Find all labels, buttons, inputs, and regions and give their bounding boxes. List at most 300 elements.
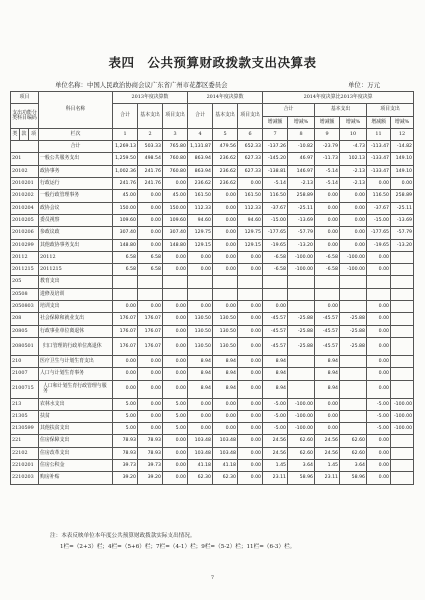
cell-value: 176.07 bbox=[138, 325, 163, 337]
header-lei: 类 bbox=[11, 128, 20, 140]
function-code: 221 bbox=[11, 435, 39, 447]
cell-value: 24.56 bbox=[263, 447, 288, 459]
cell-value bbox=[391, 368, 414, 380]
header-cmp-total: 合计 bbox=[263, 104, 315, 116]
page-title: 表四 公共预算财政拨款支出决算表 bbox=[108, 55, 317, 70]
cell-value: 0.00 bbox=[188, 398, 213, 410]
cell-value: 129.15 bbox=[188, 239, 213, 251]
subject-name: 政协事务 bbox=[39, 165, 113, 177]
cell-value: -45.57 bbox=[315, 337, 340, 355]
cell-value: -45.57 bbox=[263, 325, 288, 337]
cell-value: 0.00 bbox=[138, 398, 163, 410]
cell-value: 103.48 bbox=[188, 435, 213, 447]
cell-value: -100.00 bbox=[391, 410, 414, 422]
cell-value: -25.88 bbox=[288, 325, 315, 337]
cell-value: -13.20 bbox=[391, 239, 414, 251]
total-value: -14.82 bbox=[391, 141, 414, 153]
cell-value: 0.00 bbox=[188, 423, 213, 435]
header-cmp-project-amt: 增减额 bbox=[367, 116, 391, 128]
table-row bbox=[11, 368, 414, 380]
header-cmp-total-amt: 增减额 bbox=[263, 116, 288, 128]
cell-value: 0.00 bbox=[213, 202, 238, 214]
function-code: 21305 bbox=[11, 410, 39, 422]
cell-value bbox=[340, 355, 367, 367]
cell-value bbox=[263, 276, 288, 288]
cell-value: 0.00 bbox=[213, 398, 238, 410]
cell-value: 0.00 bbox=[138, 227, 163, 239]
cell-value bbox=[391, 435, 414, 447]
cell-value: 8.94 bbox=[263, 368, 288, 380]
total-value: -137.26 bbox=[263, 141, 288, 153]
cell-value: 5.00 bbox=[113, 398, 138, 410]
cell-value: 112.33 bbox=[188, 202, 213, 214]
cell-value: -25.88 bbox=[288, 337, 315, 355]
function-code: 2010202 bbox=[11, 190, 39, 202]
header-project-2014: 项目支出 bbox=[238, 104, 263, 129]
function-code: 2130599 bbox=[11, 423, 39, 435]
cell-value: 0.00 bbox=[213, 227, 238, 239]
cell-value: -100.00 bbox=[391, 423, 414, 435]
cell-value bbox=[391, 447, 414, 459]
cell-value: 8.94 bbox=[315, 355, 340, 367]
column-number: 7 bbox=[263, 128, 288, 140]
cell-value: -100.00 bbox=[288, 423, 315, 435]
cell-value: -25.11 bbox=[288, 202, 315, 214]
table-row bbox=[11, 276, 414, 288]
cell-value: 0.00 bbox=[367, 264, 391, 276]
cell-value: 109.60 bbox=[163, 214, 188, 226]
cell-value: 0.00 bbox=[238, 337, 263, 355]
table-row bbox=[11, 214, 414, 226]
cell-value: 0.00 bbox=[238, 313, 263, 325]
cell-value: 39.73 bbox=[138, 460, 163, 472]
cell-value bbox=[340, 398, 367, 410]
cell-value: 498.54 bbox=[138, 153, 163, 165]
total-value: 652.33 bbox=[238, 141, 263, 153]
cell-value: -2.13 bbox=[340, 165, 367, 177]
cell-value: 236.62 bbox=[213, 153, 238, 165]
cell-value: 62.60 bbox=[288, 435, 315, 447]
function-code: 21007 bbox=[11, 368, 39, 380]
cell-value: -5.00 bbox=[367, 398, 391, 410]
cell-value: 236.62 bbox=[213, 165, 238, 177]
cell-value: -45.57 bbox=[263, 337, 288, 355]
cell-value: -100.00 bbox=[391, 398, 414, 410]
cell-value: 0.00 bbox=[315, 410, 340, 422]
cell-value: 0.00 bbox=[188, 410, 213, 422]
cell-value bbox=[138, 288, 163, 300]
cell-value: -100.00 bbox=[340, 264, 367, 276]
cell-value: -25.88 bbox=[340, 325, 367, 337]
cell-value: 176.07 bbox=[138, 337, 163, 355]
cell-value bbox=[391, 472, 414, 484]
header-project-2013: 项目支出 bbox=[163, 104, 188, 129]
cell-value bbox=[391, 264, 414, 276]
cell-value bbox=[367, 288, 391, 300]
cell-value: 0.00 bbox=[138, 380, 163, 398]
subject-name: 20112 bbox=[39, 251, 113, 263]
header-total-2013: 合计 bbox=[113, 104, 138, 129]
function-code: 2010205 bbox=[11, 214, 39, 226]
cell-value: 8.94 bbox=[315, 368, 340, 380]
function-code: 2050803 bbox=[11, 301, 39, 313]
cell-value: 78.93 bbox=[138, 435, 163, 447]
cell-value: 0.00 bbox=[163, 447, 188, 459]
cell-value: 102.13 bbox=[340, 153, 367, 165]
cell-value: 5.00 bbox=[113, 410, 138, 422]
column-number: 8 bbox=[288, 128, 315, 140]
cell-value bbox=[163, 288, 188, 300]
subject-name: 农林水支出 bbox=[39, 398, 113, 410]
cell-value: -45.57 bbox=[315, 313, 340, 325]
cell-value bbox=[288, 301, 315, 313]
cell-value: 0.00 bbox=[138, 355, 163, 367]
column-number: 9 bbox=[315, 128, 340, 140]
cell-value bbox=[391, 337, 414, 355]
cell-value bbox=[340, 288, 367, 300]
column-number: 12 bbox=[391, 128, 414, 140]
cell-value: 94.60 bbox=[238, 214, 263, 226]
cell-value: -25.88 bbox=[340, 337, 367, 355]
total-value: -113.47 bbox=[367, 141, 391, 153]
cell-value: 258.89 bbox=[288, 190, 315, 202]
cell-value: 109.60 bbox=[113, 214, 138, 226]
cell-value: 23.11 bbox=[315, 472, 340, 484]
column-number: 5 bbox=[213, 128, 238, 140]
function-code: 2210201 bbox=[11, 460, 39, 472]
cell-value: 0.00 bbox=[238, 410, 263, 422]
function-code: 201 bbox=[11, 153, 39, 165]
cell-value: 3.64 bbox=[340, 460, 367, 472]
total-label: 合计 bbox=[39, 141, 113, 153]
cell-value: 6.58 bbox=[138, 264, 163, 276]
cell-value: 0.00 bbox=[163, 472, 188, 484]
header-func-code: 支出功能分类科目编码 bbox=[11, 104, 39, 129]
cell-value: 627.33 bbox=[238, 165, 263, 177]
cell-value bbox=[391, 301, 414, 313]
cell-value: -45.57 bbox=[263, 313, 288, 325]
cell-value: 0.00 bbox=[238, 368, 263, 380]
cell-value: 863.94 bbox=[188, 153, 213, 165]
function-code: 2100715 bbox=[11, 380, 39, 398]
cell-value bbox=[391, 276, 414, 288]
cell-value: 0.00 bbox=[163, 355, 188, 367]
function-code: 20102 bbox=[11, 165, 39, 177]
cell-value: 0.00 bbox=[138, 190, 163, 202]
subject-name: 住房保障支出 bbox=[39, 435, 113, 447]
cell-value: 0.00 bbox=[340, 239, 367, 251]
cell-value: -25.88 bbox=[340, 313, 367, 325]
column-number: 3 bbox=[163, 128, 188, 140]
function-code: 2010201 bbox=[11, 178, 39, 190]
header-kuan: 款 bbox=[20, 128, 29, 140]
cell-value: 0.00 bbox=[138, 410, 163, 422]
cell-value: 176.07 bbox=[113, 337, 138, 355]
cell-value: 62.30 bbox=[188, 472, 213, 484]
cell-value: 0.00 bbox=[263, 301, 288, 313]
cell-value: 0.00 bbox=[367, 355, 391, 367]
cell-value bbox=[238, 288, 263, 300]
cell-value: 0.00 bbox=[340, 202, 367, 214]
subject-name: 教育支出 bbox=[39, 276, 113, 288]
table-row bbox=[11, 202, 414, 214]
cell-value: 0.00 bbox=[367, 460, 391, 472]
subject-name: 住房公积金 bbox=[39, 460, 113, 472]
cell-value: 62.30 bbox=[213, 472, 238, 484]
cell-value bbox=[163, 276, 188, 288]
cell-value: -177.65 bbox=[367, 227, 391, 239]
cell-value: 0.00 bbox=[238, 435, 263, 447]
cell-value bbox=[113, 288, 138, 300]
cell-value: 116.50 bbox=[263, 190, 288, 202]
column-number: 1 bbox=[113, 128, 138, 140]
cell-value bbox=[138, 276, 163, 288]
table-note: 注：本表反映单位本年度公共预算财政拨款实际支出情况。 bbox=[50, 533, 196, 539]
function-code: 2010206 bbox=[11, 227, 39, 239]
cell-value: 8.94 bbox=[213, 355, 238, 367]
cell-value: -5.00 bbox=[367, 410, 391, 422]
cell-value: 39.20 bbox=[138, 472, 163, 484]
cell-value: 8.94 bbox=[263, 380, 288, 398]
cell-value: 0.00 bbox=[238, 398, 263, 410]
cell-value: 116.50 bbox=[367, 190, 391, 202]
cell-value: -19.65 bbox=[367, 239, 391, 251]
cell-value: 0.00 bbox=[213, 214, 238, 226]
cell-value: 241.76 bbox=[113, 178, 138, 190]
cell-value: 0.00 bbox=[213, 423, 238, 435]
cell-value: 5.00 bbox=[163, 423, 188, 435]
cell-value: 6.58 bbox=[113, 264, 138, 276]
cell-value: 0.00 bbox=[188, 251, 213, 263]
cell-value: 0.00 bbox=[238, 251, 263, 263]
function-code: 20508 bbox=[11, 288, 39, 300]
cell-value: -100.00 bbox=[288, 251, 315, 263]
cell-value: 103.48 bbox=[213, 447, 238, 459]
cell-value: 78.93 bbox=[113, 447, 138, 459]
cell-value: 130.50 bbox=[188, 313, 213, 325]
cell-value: -100.00 bbox=[288, 398, 315, 410]
money-unit: 单位：万元 bbox=[348, 81, 380, 89]
subject-name: 委员视察 bbox=[39, 214, 113, 226]
cell-value: 0.00 bbox=[213, 239, 238, 251]
cell-value: 0.00 bbox=[315, 190, 340, 202]
cell-value: 0.00 bbox=[163, 178, 188, 190]
cell-value: 8.94 bbox=[188, 368, 213, 380]
cell-value: 0.00 bbox=[367, 337, 391, 355]
subject-name: 2011215 bbox=[39, 264, 113, 276]
cell-value: -100.00 bbox=[340, 251, 367, 263]
cell-value: -15.00 bbox=[263, 214, 288, 226]
cell-value: 5.00 bbox=[163, 410, 188, 422]
cell-value: 129.75 bbox=[188, 227, 213, 239]
cell-value: -100.00 bbox=[288, 264, 315, 276]
cell-value: 0.00 bbox=[238, 423, 263, 435]
cell-value: 0.00 bbox=[238, 264, 263, 276]
cell-value: -5.00 bbox=[367, 423, 391, 435]
subject-name: 人口和计划生育行政管理与服务 bbox=[39, 380, 113, 398]
table-row bbox=[11, 325, 414, 337]
header-cmp-total-pct: 增减% bbox=[288, 116, 315, 128]
function-code: 213 bbox=[11, 398, 39, 410]
cell-value: 0.00 bbox=[340, 214, 367, 226]
cell-value: -6.58 bbox=[315, 251, 340, 263]
cell-value: 6.58 bbox=[113, 251, 138, 263]
cell-value: -13.69 bbox=[391, 214, 414, 226]
cell-value: 62.60 bbox=[340, 447, 367, 459]
unit-name: 单位名称：中国人民政治协商会议广东省广州市花都区委员会 bbox=[55, 81, 228, 89]
cell-value bbox=[288, 288, 315, 300]
cell-value: 0.00 bbox=[238, 301, 263, 313]
cell-value: 0.00 bbox=[238, 178, 263, 190]
table-row bbox=[11, 165, 414, 177]
table-row bbox=[11, 472, 414, 484]
function-code: 2210203 bbox=[11, 472, 39, 484]
subject-name: 住房改革支出 bbox=[39, 447, 113, 459]
cell-value: 0.00 bbox=[188, 264, 213, 276]
cell-value bbox=[213, 288, 238, 300]
cell-value: 161.50 bbox=[238, 190, 263, 202]
cell-value: 1,002.36 bbox=[113, 165, 138, 177]
cell-value: 0.00 bbox=[238, 460, 263, 472]
cell-value: -5.14 bbox=[315, 178, 340, 190]
subject-name: 其他政协事务支出 bbox=[39, 239, 113, 251]
cell-value: 176.07 bbox=[138, 313, 163, 325]
cell-value bbox=[340, 423, 367, 435]
cell-value: 236.62 bbox=[213, 178, 238, 190]
cell-value: 0.00 bbox=[367, 380, 391, 398]
cell-value: 241.76 bbox=[138, 165, 163, 177]
cell-value bbox=[340, 276, 367, 288]
table-row bbox=[11, 380, 414, 398]
cell-value: 0.00 bbox=[367, 368, 391, 380]
cell-value: 0.00 bbox=[138, 368, 163, 380]
cell-value: -6.58 bbox=[263, 251, 288, 263]
table-row bbox=[11, 251, 414, 263]
cell-value: 8.94 bbox=[263, 355, 288, 367]
header-project: 项目 bbox=[11, 92, 39, 104]
function-code: 2010204 bbox=[11, 202, 39, 214]
table-row bbox=[11, 355, 414, 367]
cell-value: -6.58 bbox=[315, 264, 340, 276]
cell-value: 176.07 bbox=[113, 313, 138, 325]
cell-value: 150.00 bbox=[163, 202, 188, 214]
header-xiang: 项 bbox=[29, 128, 39, 140]
cell-value: 129.15 bbox=[238, 239, 263, 251]
header-cmp-project-pct: 增减% bbox=[391, 116, 414, 128]
cell-value: 0.00 bbox=[163, 325, 188, 337]
cell-value: 0.00 bbox=[315, 227, 340, 239]
cell-value: 0.00 bbox=[238, 325, 263, 337]
cell-value: 24.56 bbox=[263, 435, 288, 447]
total-value: -23.79 bbox=[315, 141, 340, 153]
column-number: 4 bbox=[188, 128, 213, 140]
header-cmp-project: 项目支出 bbox=[367, 104, 414, 116]
cell-value: -5.14 bbox=[263, 178, 288, 190]
cell-value: 6.58 bbox=[138, 251, 163, 263]
cell-value: 0.00 bbox=[163, 380, 188, 398]
cell-value: 0.00 bbox=[238, 447, 263, 459]
cell-value: 129.75 bbox=[238, 227, 263, 239]
subject-name: 医疗卫生与计划生育支出 bbox=[39, 355, 113, 367]
cell-value: -177.65 bbox=[263, 227, 288, 239]
cell-value: 62.60 bbox=[340, 435, 367, 447]
cell-value: 23.11 bbox=[263, 472, 288, 484]
cell-value: 258.89 bbox=[391, 190, 414, 202]
cell-value: 58.96 bbox=[340, 472, 367, 484]
cell-value: 45.00 bbox=[113, 190, 138, 202]
cell-value: 146.97 bbox=[288, 165, 315, 177]
cell-value: 0.00 bbox=[138, 202, 163, 214]
table-note-formula: 1栏=（2+3）栏；4栏=（5+6）栏；7栏=（4-1）栏；9栏=（5-2）栏；11栏=（6-3）栏。 bbox=[60, 544, 296, 550]
total-value: -10.82 bbox=[288, 141, 315, 153]
cell-value: -138.81 bbox=[263, 165, 288, 177]
subject-name: 归口管理的行政单位离退休 bbox=[39, 337, 113, 355]
cell-value: 0.00 bbox=[340, 227, 367, 239]
cell-value: 863.94 bbox=[188, 165, 213, 177]
total-value: -4.73 bbox=[340, 141, 367, 153]
subject-name: 其他扶贫支出 bbox=[39, 423, 113, 435]
cell-value: 0.00 bbox=[113, 301, 138, 313]
cell-value: 0.00 bbox=[113, 380, 138, 398]
cell-value: 78.93 bbox=[113, 435, 138, 447]
cell-value: -19.65 bbox=[263, 239, 288, 251]
cell-value: 103.48 bbox=[213, 435, 238, 447]
cell-value: 0.00 bbox=[138, 239, 163, 251]
cell-value bbox=[391, 460, 414, 472]
table-row bbox=[11, 410, 414, 422]
header-cmp-basic-pct: 增减% bbox=[340, 116, 367, 128]
header-column-index: 栏次 bbox=[39, 128, 113, 140]
table-row bbox=[11, 239, 414, 251]
cell-value: -6.58 bbox=[263, 264, 288, 276]
table-row bbox=[11, 227, 414, 239]
cell-value: 0.00 bbox=[315, 423, 340, 435]
cell-value: -133.47 bbox=[367, 165, 391, 177]
cell-value bbox=[391, 313, 414, 325]
cell-value: 130.50 bbox=[213, 313, 238, 325]
cell-value: 150.00 bbox=[113, 202, 138, 214]
cell-value: 0.00 bbox=[163, 337, 188, 355]
cell-value: 236.62 bbox=[188, 178, 213, 190]
cell-value: -5.00 bbox=[263, 423, 288, 435]
cell-value: 176.07 bbox=[113, 325, 138, 337]
cell-value: 0.00 bbox=[315, 398, 340, 410]
cell-value: 0.00 bbox=[340, 190, 367, 202]
cell-value: 45.00 bbox=[163, 190, 188, 202]
subject-name: 进修及培训 bbox=[39, 288, 113, 300]
cell-value: 78.93 bbox=[138, 447, 163, 459]
header-basic-2013: 基本支出 bbox=[138, 104, 163, 129]
cell-value bbox=[288, 368, 315, 380]
cell-value: 62.60 bbox=[288, 447, 315, 459]
subject-name: 社会保障和就业支出 bbox=[39, 313, 113, 325]
subject-name: 人口与计划生育事务 bbox=[39, 368, 113, 380]
cell-value: 5.00 bbox=[163, 398, 188, 410]
table-row bbox=[11, 153, 414, 165]
cell-value: 3.64 bbox=[288, 460, 315, 472]
cell-value: 0.00 bbox=[238, 355, 263, 367]
cell-value: -2.13 bbox=[288, 178, 315, 190]
cell-value bbox=[113, 276, 138, 288]
cell-value: -37.67 bbox=[367, 202, 391, 214]
header-2014: 2014年度决算数 bbox=[188, 92, 263, 104]
cell-value: 307.40 bbox=[163, 227, 188, 239]
cell-value: 0.00 bbox=[213, 251, 238, 263]
cell-value bbox=[238, 276, 263, 288]
cell-value bbox=[288, 355, 315, 367]
cell-value: 24.56 bbox=[315, 447, 340, 459]
cell-value: 307.40 bbox=[113, 227, 138, 239]
